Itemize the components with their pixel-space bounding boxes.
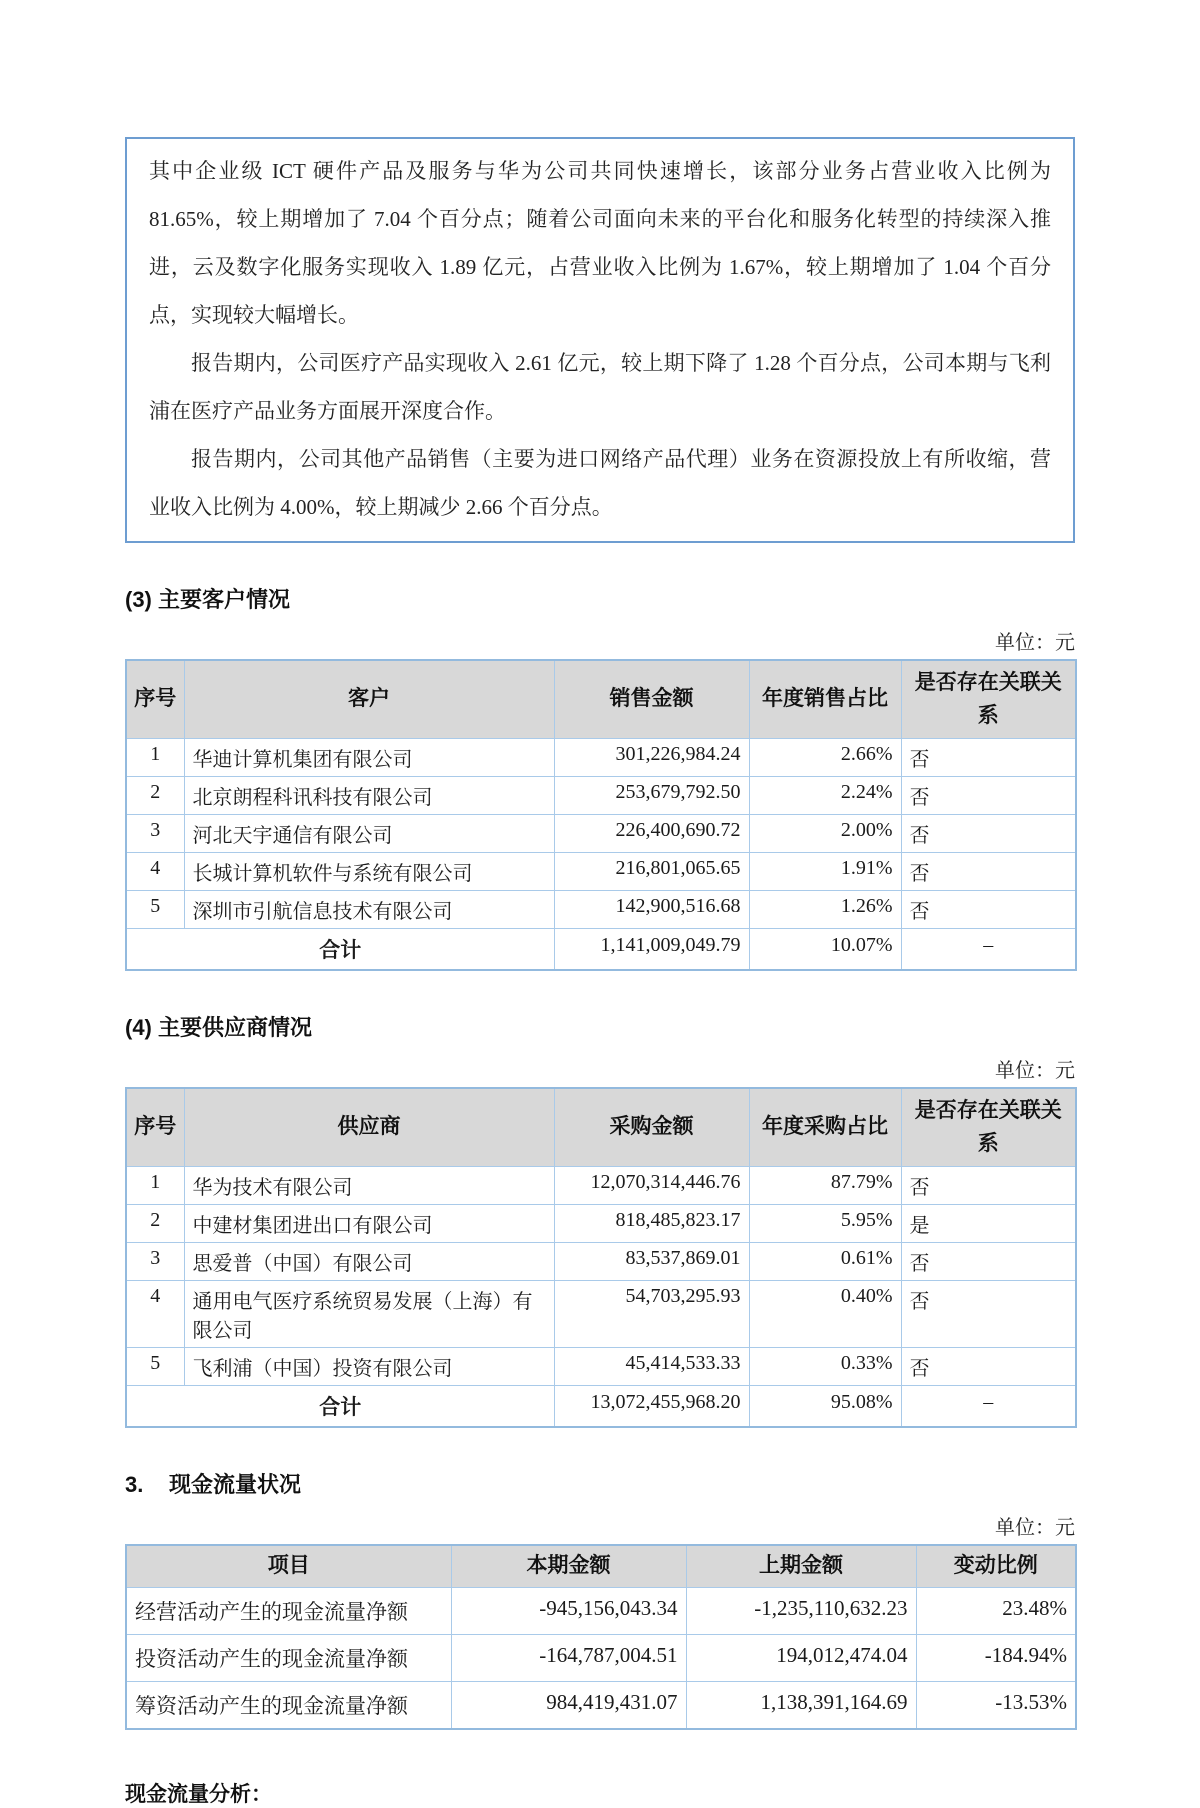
- total-amount: 13,072,455,968.20: [554, 1386, 749, 1428]
- col-header-seq: 序号: [126, 1088, 184, 1167]
- cell-related: 否: [901, 1243, 1076, 1281]
- table-row: [126, 1587, 1076, 1634]
- cell-ratio: 1.26%: [749, 891, 901, 929]
- cell-current-amount: 984,419,431.07: [451, 1681, 686, 1729]
- cell-supplier: 思爱普（中国）有限公司: [184, 1243, 554, 1281]
- cell-amount: 216,801,065.65: [554, 853, 749, 891]
- cell-related: 否: [901, 853, 1076, 891]
- document-body: [125, 0, 1075, 1808]
- cell-amount: 818,485,823.17: [554, 1205, 749, 1243]
- cell-ratio: 0.33%: [749, 1348, 901, 1386]
- cell-prior-amount: 194,012,474.04: [686, 1634, 916, 1681]
- cell-current-amount: -164,787,004.51: [451, 1634, 686, 1681]
- table-row: [126, 1681, 1076, 1729]
- cell-customer: 北京朗程科讯科技有限公司: [184, 777, 554, 815]
- cell-seq: 4: [126, 853, 184, 891]
- paragraph-other-products: 报告期内，公司其他产品销售（主要为进口网络产品代理）业务在资源投放上有所收缩，营业收入比例为 4.00%，较上期减少 2.66 个百分点。: [149, 447, 1051, 519]
- cell-amount: 253,679,792.50: [554, 777, 749, 815]
- cell-related: 是: [901, 1205, 1076, 1243]
- cash-flow-table: [125, 1544, 1077, 1730]
- cell-supplier: 华为技术有限公司: [184, 1167, 554, 1205]
- col-header-supplier: 供应商: [184, 1088, 554, 1167]
- table-row: [126, 1243, 1076, 1281]
- cell-item: 筹资活动产生的现金流量净额: [126, 1681, 451, 1729]
- cell-ratio: 1.91%: [749, 853, 901, 891]
- cell-amount: 12,070,314,446.76: [554, 1167, 749, 1205]
- cell-current-amount: -945,156,043.34: [451, 1587, 686, 1634]
- cell-related: 否: [901, 777, 1076, 815]
- cell-seq: 2: [126, 1205, 184, 1243]
- cell-related: 否: [901, 891, 1076, 929]
- unit-label-suppliers: 单位：元: [995, 1060, 1075, 1083]
- table-row: [126, 1167, 1076, 1205]
- cell-customer: 华迪计算机集团有限公司: [184, 739, 554, 777]
- cell-ratio: 87.79%: [749, 1167, 901, 1205]
- paragraph-ict-growth: 其中企业级 ICT 硬件产品及服务与华为公司共同快速增长，该部分业务占营业收入比例为 81.65%，较上期增加了 7.04 个百分点；随着公司面向未来的平台化和服务化转型的持续深入推进，云及数字化服务实现收入 1.89 亿元，占营业收入比例为 1.67%，较上期增加了 1.04 个百分点，实现较大幅增长。: [149, 159, 1051, 327]
- cell-seq: 3: [126, 815, 184, 853]
- col-header-sales-amount: 销售金额: [554, 660, 749, 739]
- col-header-customer: 客户: [184, 660, 554, 739]
- col-header-related-party: 是否存在关联关系: [901, 1088, 1076, 1167]
- table-row: [126, 1348, 1076, 1386]
- cell-amount: 301,226,984.24: [554, 739, 749, 777]
- cell-item: 经营活动产生的现金流量净额: [126, 1587, 451, 1634]
- heading-main-suppliers: (4) 主要供应商情况: [125, 1015, 313, 1041]
- cell-related: 否: [901, 739, 1076, 777]
- cell-seq: 1: [126, 739, 184, 777]
- cell-seq: 2: [126, 777, 184, 815]
- cell-ratio: 2.66%: [749, 739, 901, 777]
- cash-flow-header-row: [126, 1545, 1076, 1587]
- cell-change-ratio: -13.53%: [916, 1681, 1076, 1729]
- cell-related: 否: [901, 815, 1076, 853]
- cell-seq: 3: [126, 1243, 184, 1281]
- cell-prior-amount: 1,138,391,164.69: [686, 1681, 916, 1729]
- col-header-purchase-ratio: 年度采购占比: [749, 1088, 901, 1167]
- cell-ratio: 5.95%: [749, 1205, 901, 1243]
- cash-flow-analysis-label: 现金流量分析：: [125, 1782, 272, 1806]
- cell-supplier: 通用电气医疗系统贸易发展（上海）有限公司: [184, 1281, 554, 1348]
- cell-seq: 4: [126, 1281, 184, 1348]
- cell-amount: 142,900,516.68: [554, 891, 749, 929]
- cell-related: 否: [901, 1348, 1076, 1386]
- table-row: [126, 1281, 1076, 1348]
- heading-cash-flow-text: 现金流量状况: [169, 1472, 302, 1498]
- cell-seq: 5: [126, 891, 184, 929]
- table-row: [126, 815, 1076, 853]
- cell-customer: 河北天宇通信有限公司: [184, 815, 554, 853]
- cell-amount: 83,537,869.01: [554, 1243, 749, 1281]
- col-header-sales-ratio: 年度销售占比: [749, 660, 901, 739]
- customers-table: [125, 659, 1077, 971]
- cell-customer: 长城计算机软件与系统有限公司: [184, 853, 554, 891]
- cell-ratio: 2.00%: [749, 815, 901, 853]
- col-header-prior-amount: 上期金额: [686, 1545, 916, 1587]
- col-header-current-amount: 本期金额: [451, 1545, 686, 1587]
- cell-ratio: 0.61%: [749, 1243, 901, 1281]
- cell-change-ratio: 23.48%: [916, 1587, 1076, 1634]
- unit-label-customers: 单位：元: [995, 632, 1075, 654]
- cell-ratio: 2.24%: [749, 777, 901, 815]
- cell-item: 投资活动产生的现金流量净额: [126, 1634, 451, 1681]
- total-amount: 1,141,009,049.79: [554, 929, 749, 971]
- cell-supplier: 飞利浦（中国）投资有限公司: [184, 1348, 554, 1386]
- total-ratio: 10.07%: [749, 929, 901, 971]
- heading-cash-flow-number: 3.: [125, 1472, 144, 1498]
- heading-cash-flow: [125, 1468, 1075, 1499]
- cell-change-ratio: -184.94%: [916, 1634, 1076, 1681]
- col-header-purchase-amount: 采购金额: [554, 1088, 749, 1167]
- suppliers-total-row: [126, 1386, 1076, 1428]
- total-label: 合计: [126, 929, 554, 971]
- unit-label-cash-flow: 单位：元: [995, 1517, 1075, 1540]
- table-row: [126, 1634, 1076, 1681]
- customers-table-header-row: [126, 660, 1076, 739]
- cell-prior-amount: -1,235,110,632.23: [686, 1587, 916, 1634]
- paragraph-medical-products: 报告期内，公司医疗产品实现收入 2.61 亿元，较上期下降了 1.28 个百分点，公司本期与飞利浦在医疗产品业务方面展开深度合作。: [149, 351, 1051, 423]
- cell-related: 否: [901, 1281, 1076, 1348]
- col-header-change-ratio: 变动比例: [916, 1545, 1076, 1587]
- customers-total-row: [126, 929, 1076, 971]
- business-summary-box: [125, 137, 1075, 543]
- table-row: [126, 891, 1076, 929]
- suppliers-table: [125, 1087, 1077, 1428]
- total-ratio: 95.08%: [749, 1386, 901, 1428]
- heading-main-customers: (3) 主要客户情况: [125, 587, 291, 612]
- table-row: [126, 853, 1076, 891]
- cell-amount: 54,703,295.93: [554, 1281, 749, 1348]
- col-header-seq: 序号: [126, 660, 184, 739]
- total-related-dash: –: [901, 929, 1076, 971]
- table-row: [126, 739, 1076, 777]
- cell-customer: 深圳市引航信息技术有限公司: [184, 891, 554, 929]
- suppliers-table-header-row: [126, 1088, 1076, 1167]
- table-row: [126, 777, 1076, 815]
- total-related-dash: –: [901, 1386, 1076, 1428]
- cell-amount: 45,414,533.33: [554, 1348, 749, 1386]
- cell-related: 否: [901, 1167, 1076, 1205]
- col-header-related-party: 是否存在关联关系: [901, 660, 1076, 739]
- cell-seq: 5: [126, 1348, 184, 1386]
- col-header-item: 项目: [126, 1545, 451, 1587]
- total-label: 合计: [126, 1386, 554, 1428]
- cell-seq: 1: [126, 1167, 184, 1205]
- cell-amount: 226,400,690.72: [554, 815, 749, 853]
- cell-supplier: 中建材集团进出口有限公司: [184, 1205, 554, 1243]
- table-row: [126, 1205, 1076, 1243]
- cell-ratio: 0.40%: [749, 1281, 901, 1348]
